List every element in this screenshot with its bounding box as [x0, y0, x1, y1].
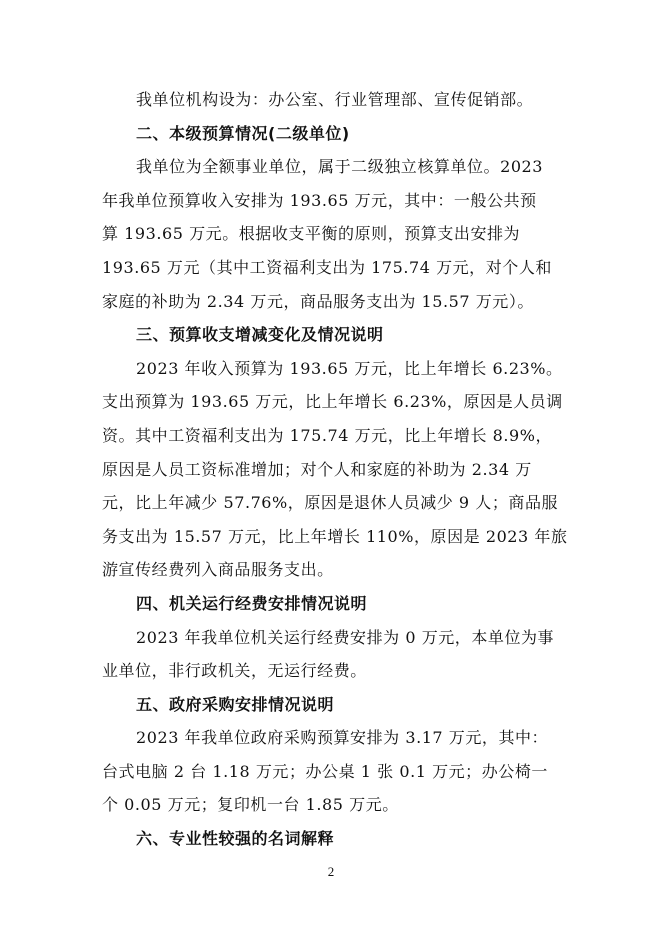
paragraph-line: 算 193.65 万元。根据收支平衡的原则，预算支出安排为	[102, 224, 521, 244]
paragraph-line: 资。其中工资福利支出为 175.74 万元，比上年增长 8.9%，	[102, 425, 553, 445]
section-heading-operating-costs: 四、机关运行经费安排情况说明	[136, 593, 368, 613]
paragraph-line: 我单位为全额事业单位，属于二级独立核算单位。2023	[136, 157, 544, 177]
paragraph-line: 台式电脑 2 台 1.18 万元；办公桌 1 张 0.1 万元；办公椅一	[102, 761, 548, 781]
intro-paragraph: 我单位机构设为：办公室、行业管理部、宣传促销部。	[136, 90, 534, 109]
section-heading-budget: 二、本级预算情况(二级单位)	[136, 123, 350, 143]
section-heading-procurement: 五、政府采购安排情况说明	[136, 694, 335, 714]
paragraph-line: 原因是人员工资标准增加；对个人和家庭的补助为 2.34 万	[102, 459, 532, 479]
paragraph-line: 2023 年我单位机关运行经费安排为 0 万元，本单位为事	[136, 627, 555, 647]
paragraph-line: 业单位，非行政机关，无运行经费。	[102, 661, 367, 681]
paragraph-line: 2023 年我单位政府采购预算安排为 3.17 万元，其中：	[136, 728, 549, 748]
paragraph-line: 193.65 万元（其中工资福利支出为 175.74 万元，对个人和	[102, 257, 552, 277]
paragraph-line: 游宣传经费列入商品服务支出。	[102, 560, 334, 580]
paragraph-line: 务支出为 15.57 万元，比上年增长 110%，原因是 2023 年旅	[102, 526, 568, 546]
document-body	[102, 83, 568, 856]
paragraph-line: 个 0.05 万元；复印机一台 1.85 万元。	[102, 795, 399, 815]
page-number: 2	[327, 864, 335, 879]
paragraph-line: 家庭的补助为 2.34 万元，商品服务支出为 15.57 万元）。	[102, 291, 534, 311]
paragraph-line: 元，比上年减少 57.76%，原因是退休人员减少 9 人；商品服	[102, 493, 559, 513]
section-heading-changes: 三、预算收支增减变化及情况说明	[136, 325, 384, 345]
paragraph-line: 年我单位预算收入安排为 193.65 万元，其中：一般公共预	[102, 190, 537, 210]
paragraph-line: 支出预算为 193.65 万元，比上年增长 6.23%，原因是人员调	[102, 392, 563, 412]
section-heading-glossary: 六、专业性较强的名词解释	[136, 829, 335, 849]
paragraph-line: 2023 年收入预算为 193.65 万元，比上年增长 6.23%。	[136, 358, 563, 378]
